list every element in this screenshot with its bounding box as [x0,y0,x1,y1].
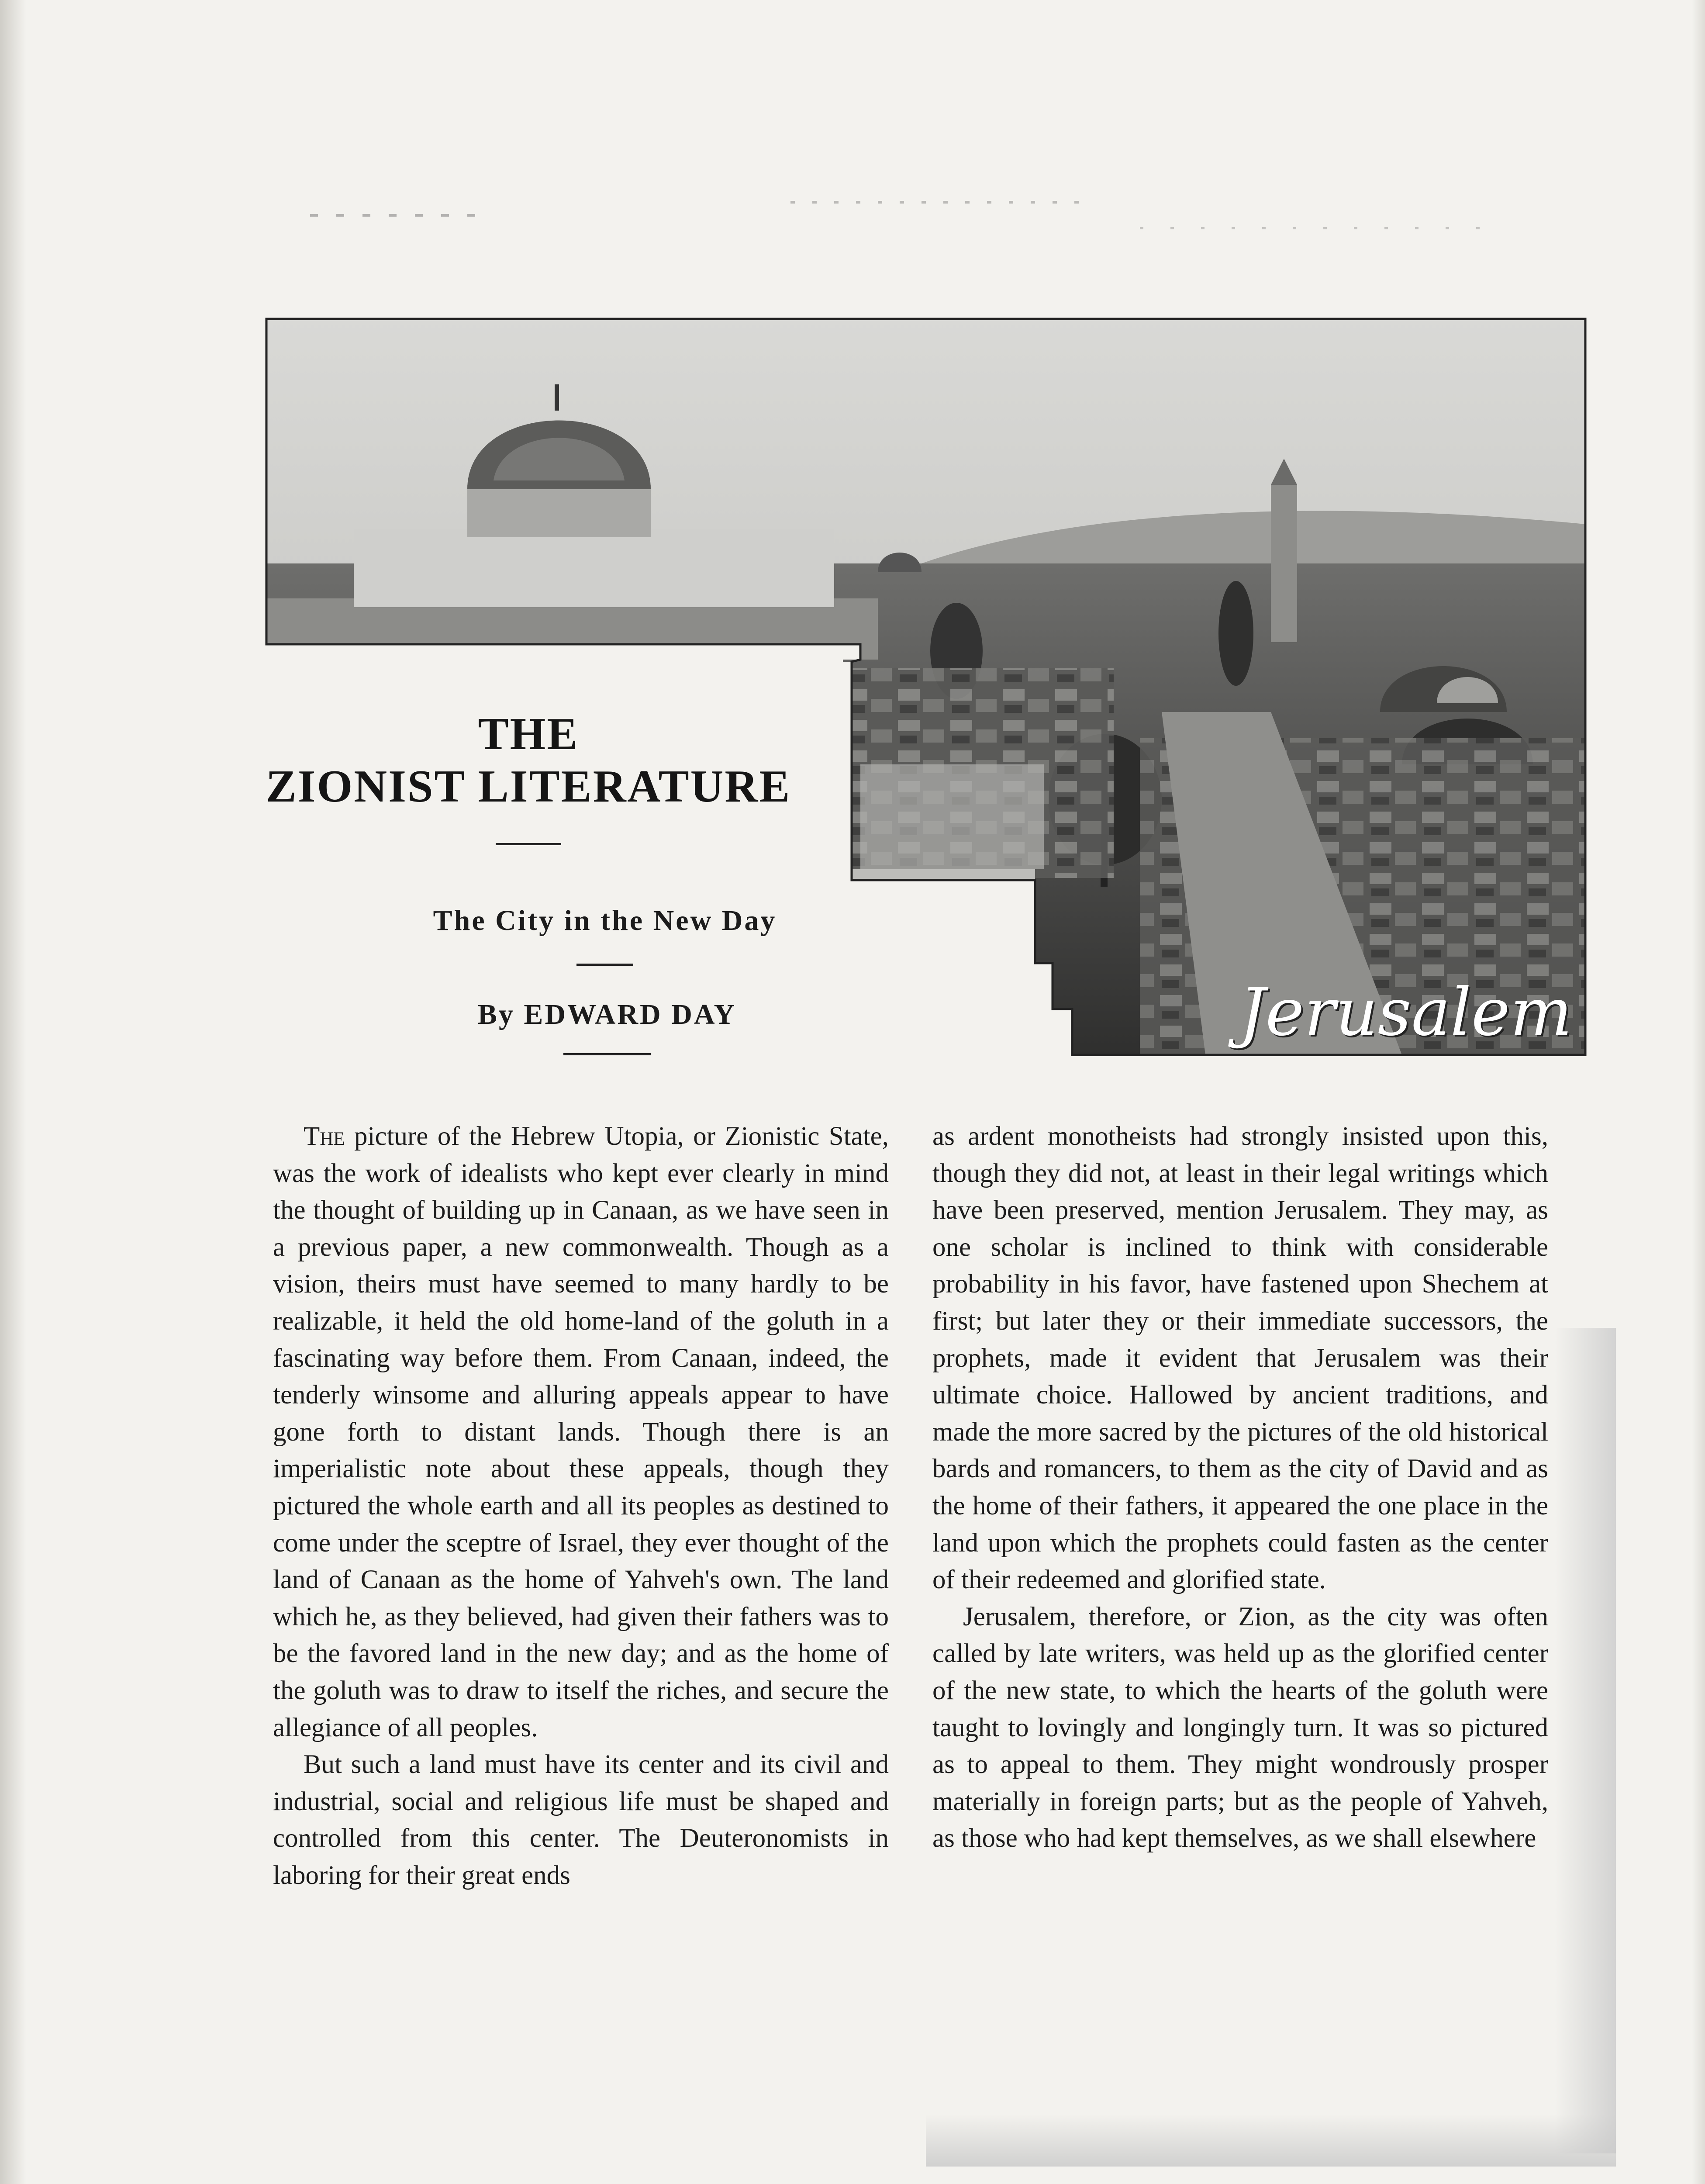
scan-shadow-right [1555,1328,1616,2153]
paragraph [273,1746,889,1894]
title-line-1: THE [478,708,579,759]
scan-edge-right [1692,0,1705,2184]
subtitle-rule [576,964,633,966]
paragraph-text: But such a land must have its center and its civil and industrial, social and religious life must be shaped and controlled from this center. The Deuteronomists in laboring for their great ends [273,1750,889,1890]
article-title [188,708,869,845]
paragraph-text: Jerusalem, therefore, or Zion, as the city was often called by late writers, was held up as the glorified center of the new state, to which the hearts of the goluth were taught to lovingly and longingly turn. It was so pictured as to appeal to them. They might wondrously prosper materially in foreign parts; but as the people of Yahveh, as those who had kept themselves, as we shall elsewhere [932,1602,1548,1853]
scan-shadow-bottom [926,2114,1616,2167]
paragraph-text: picture of the Hebrew Utopia, or Zionistic State, was the work of idealists who kept ever clearly in mind the thought of building up in Canaan, as we have seen in a previous paper, a new commonwealth. Though as a vision, theirs must have seemed to many hardly to be realizable, it held the old home-land of the goluth in a fascinating way before them. From Canaan, indeed, the tenderly winsome and alluring appeals appear to have gone forth to distant lands. Though there is an imperialistic note about these appeals, though they pictured the whole earth and all its peoples as destined to come under the sceptre of Israel, they ever thought of the land of Canaan as the home of Yahveh's own. The land which he, as they believed, had given their fathers was to be the favored land in the new day; and as the home of the goluth was to draw to itself the riches, and secure the allegiance of all peoples. [273,1122,889,1742]
paragraph [273,1118,889,1746]
scan-edge-left [0,0,26,2184]
body-column-right [932,1118,1548,1857]
byline-text: By EDWARD DAY [477,999,737,1030]
byline-rule [563,1053,651,1055]
title-line-2: ZIONIST LITERATURE [266,760,791,812]
article-subtitle [376,904,834,966]
paragraph [932,1599,1548,1857]
body-column-left [273,1118,889,1894]
paragraph [932,1118,1548,1599]
article-byline [428,998,786,1055]
lead-in: The [304,1122,345,1151]
title-rule [496,843,561,845]
photo-caption: Jerusalem [1239,975,1572,1051]
scan-specks [310,192,1620,245]
subtitle-text: The City in the New Day [433,905,777,936]
paragraph-text: as ardent monotheists had strongly insisted upon this, though they did not, at least in their legal writings which have been preserved, mention Jerusalem. They may, as one scholar is inclined to think with considerable probability in his favor, have fastened upon Shechem at first; but later they or their immediate successors, the prophets, made it evident that Jerusalem was their ultimate choice. Hallowed by ancient traditions, and made the more sacred by the pictures of the old historical bards and romancers, to them as the city of David and as the home of their fathers, it appeared the one place in the land upon which the prophets could fasten as the center of their redeemed and glorified state. [932,1122,1548,1595]
